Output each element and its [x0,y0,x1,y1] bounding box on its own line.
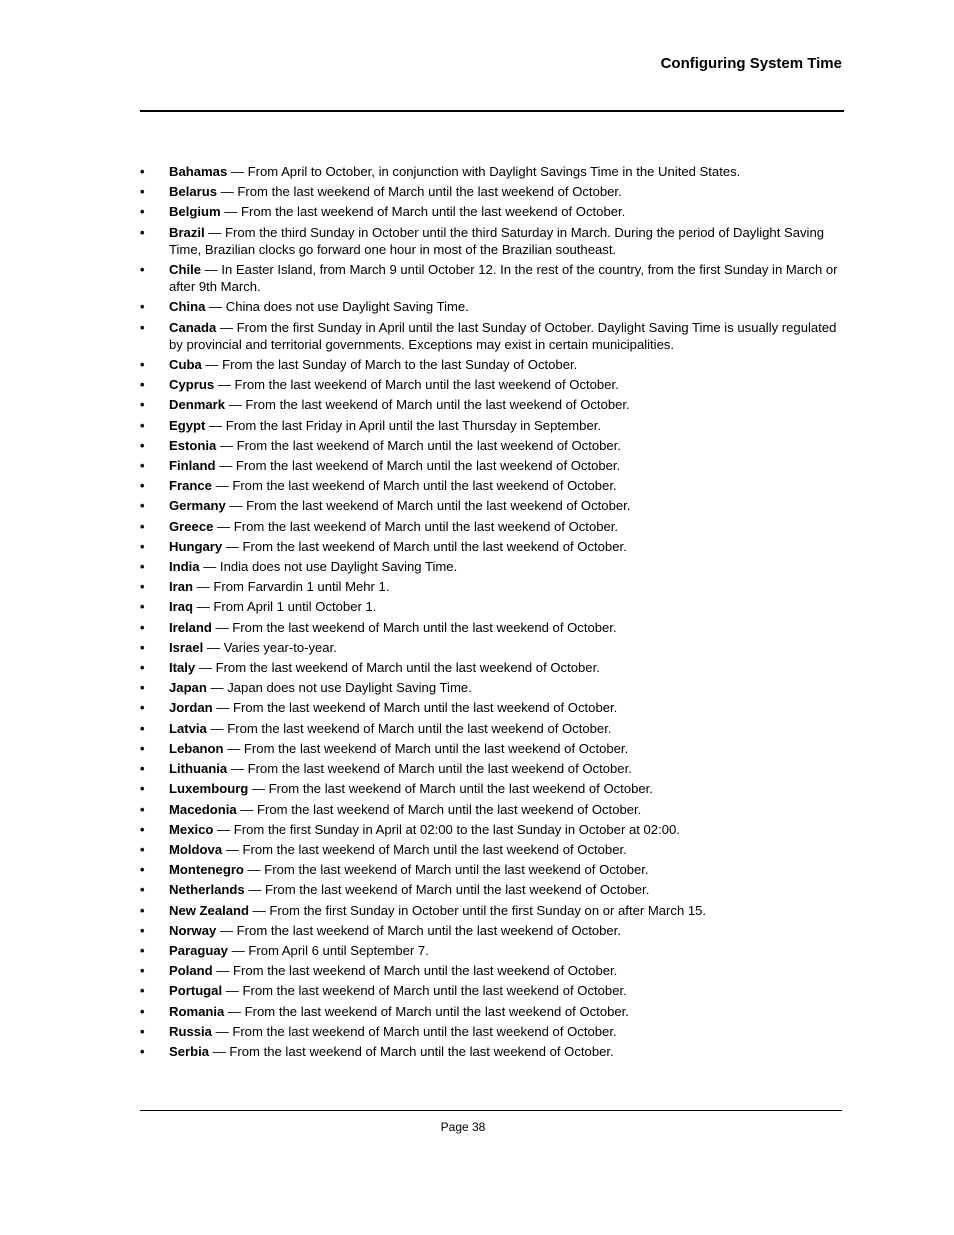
country-name: Luxembourg [169,781,249,797]
country-name: China [169,299,206,315]
dst-description: — From April 1 until October 1. [193,599,377,615]
bullet-icon: • [140,538,145,554]
bullet-icon: • [140,821,145,837]
list-item [140,902,840,919]
list-item [140,881,840,898]
country-name: Hungary [169,538,223,554]
country-name: France [169,478,212,494]
country-name: Paraguay [169,942,228,958]
country-name: Denmark [169,397,226,413]
dst-description: — From the last weekend of March until the last weekend of October. [214,377,619,393]
dst-description: — From the last weekend of March until the last weekend of October. [225,498,631,514]
bullet-icon: • [140,498,145,514]
bullet-icon: • [140,417,145,433]
dst-description: — From Farvardin 1 until Mehr 1. [193,579,390,595]
list-item [140,396,840,413]
dst-description: — From the last weekend of March until the last weekend of October. [236,801,642,817]
dst-description: — From the last weekend of March until the last weekend of October. [220,204,626,220]
dst-description: — From the last weekend of March until the last weekend of October. [222,841,627,857]
dst-description: — From the last weekend of March until the last weekend of October. [248,781,653,797]
country-name: Iran [169,579,194,595]
country-name: India [169,559,200,575]
list-item [140,356,840,373]
list-item [140,183,840,200]
dst-description: — From the last weekend of March until the last weekend of October. [244,882,650,898]
dst-description: — From the last weekend of March until the last weekend of October. [222,538,627,554]
list-item [140,437,840,454]
bullet-icon: • [140,740,145,756]
list-item [140,558,840,575]
dst-description: — From the last weekend of March until the last weekend of October. [225,397,630,413]
country-name: Russia [169,1023,212,1039]
bullet-icon: • [140,1043,145,1059]
country-name: Moldova [169,841,223,857]
bullet-icon: • [140,963,145,979]
country-name: Serbia [169,1043,210,1059]
list-item [140,538,840,555]
list-item [140,1003,840,1020]
list-item [140,319,840,353]
list-item [140,163,840,180]
country-name: Belgium [169,204,221,220]
country-name: Finland [169,458,216,474]
country-name: Cuba [169,357,202,373]
list-item [140,578,840,595]
country-name: Israel [169,639,204,655]
bullet-icon: • [140,579,145,595]
list-item [140,417,840,434]
country-name: Romania [169,1003,225,1019]
country-name: Norway [169,922,217,938]
dst-description: — From the last Friday in April until the last Thursday in September. [205,417,602,433]
list-item [140,861,840,878]
dst-description: — From the last weekend of March until the last weekend of October. [209,1043,614,1059]
bullet-icon: • [140,164,145,179]
list-item [140,841,840,858]
list-item [140,497,840,514]
bullet-icon: • [140,619,145,635]
country-name: Chile [169,262,202,278]
country-name: Latvia [169,720,207,736]
dst-description: — From the last weekend of March until the last weekend of October. [211,619,617,635]
bullet-icon: • [140,882,145,898]
dst-description: — From the last weekend of March until the last weekend of October. [212,700,618,716]
country-name: Lithuania [169,761,228,777]
bullet-icon: • [140,437,145,453]
dst-country-list [140,163,840,1063]
country-name: Jordan [169,700,213,716]
bullet-icon: • [140,478,145,494]
dst-description: — India does not use Daylight Saving Time. [199,559,458,575]
country-name: Cyprus [169,377,215,393]
country-name: Germany [169,498,226,514]
list-item [140,780,840,797]
bullet-icon: • [140,559,145,575]
country-name: Greece [169,518,214,534]
bullet-icon: • [140,700,145,716]
list-item [140,659,840,676]
dst-description: — From the first Sunday in October until the first Sunday on or after March 15. [249,902,707,918]
dst-description: — From the last weekend of March until the last weekend of October. [216,437,621,453]
dst-description: — From the last weekend of March until the last weekend of October. [222,983,627,999]
country-name: New Zealand [169,902,250,918]
dst-description: — From the last weekend of March until the last weekend of October. [211,478,617,494]
list-item [140,679,840,696]
dst-description: — Varies year-to-year. [203,639,337,655]
country-name: Italy [169,660,196,676]
dst-description: — From the last weekend of March until the last weekend of October. [206,720,612,736]
bullet-icon: • [140,599,145,615]
bullet-icon: • [140,397,145,413]
page-number: Page 38 [440,1120,486,1134]
dst-description: — From the first Sunday in April at 02:00 to the last Sunday in October at 02:00. [213,821,680,837]
country-name: Ireland [169,619,212,635]
list-item [140,922,840,939]
dst-description: — Japan does not use Daylight Saving Time. [206,680,472,696]
list-item [140,1043,840,1060]
list-item [140,376,840,393]
bullet-icon: • [140,262,145,278]
dst-description: — From the last weekend of March until the last weekend of October. [243,862,649,878]
country-name: Portugal [169,983,223,999]
list-item [140,699,840,716]
country-name: Bahamas [169,164,228,179]
dst-description: — From April to October, in conjunction with Daylight Savings Time in the United States. [227,164,741,179]
bullet-icon: • [140,1023,145,1039]
list-item [140,203,840,220]
list-item [140,518,840,535]
dst-description: — From the last weekend of March until the last weekend of October. [195,660,600,676]
list-item [140,298,840,315]
list-item [140,224,840,258]
bullet-icon: • [140,224,145,240]
dst-description: — In Easter Island, from March 9 until October 12. In the rest of the country, from the first Sunday in March or after 9th March. [169,262,838,295]
dst-description: — From the third Sunday in October until the third Saturday in March. During the period of Daylight Saving Time, Brazilian clocks go forward one hour in most of the Brazilian southeast. [169,224,825,257]
page-header-title: Configuring System Time [660,55,842,72]
list-item [140,261,840,295]
list-item [140,942,840,959]
country-name: Brazil [169,224,205,240]
bullet-icon: • [140,204,145,220]
list-item [140,720,840,737]
dst-description: — From the last weekend of March until the last weekend of October. [227,761,632,777]
bullet-icon: • [140,862,145,878]
country-name: Japan [169,680,207,696]
dst-description: — From the last weekend of March until the last weekend of October. [211,1023,617,1039]
country-name: Estonia [169,437,217,453]
bullet-icon: • [140,518,145,534]
country-name: Montenegro [169,862,244,878]
dst-description: — From the last weekend of March until the last weekend of October. [223,740,629,756]
bullet-icon: • [140,319,145,335]
country-name: Lebanon [169,740,224,756]
list-item [140,477,840,494]
list-item [140,821,840,838]
list-item [140,962,840,979]
header-divider [140,110,844,112]
dst-description: — From the last Sunday of March to the last Sunday of October. [201,357,578,373]
bullet-icon: • [140,801,145,817]
list-item [140,1023,840,1040]
list-item [140,619,840,636]
bullet-icon: • [140,720,145,736]
dst-description: — From the last weekend of March until the last weekend of October. [212,963,618,979]
bullet-icon: • [140,942,145,958]
country-name: Netherlands [169,882,245,898]
dst-description: — From April 6 until September 7. [227,942,429,958]
list-item [140,740,840,757]
bullet-icon: • [140,680,145,696]
dst-description: — From the last weekend of March until the last weekend of October. [217,184,622,200]
bullet-icon: • [140,639,145,655]
country-name: Canada [169,319,217,335]
dst-description: — From the last weekend of March until the last weekend of October. [216,922,621,938]
dst-description: — From the last weekend of March until the last weekend of October. [213,518,619,534]
footer-divider [140,1110,842,1111]
country-name: Poland [169,963,213,979]
country-name: Iraq [169,599,194,615]
dst-description: — From the last weekend of March until the last weekend of October. [215,458,621,474]
country-name: Macedonia [169,801,237,817]
list-item [140,598,840,615]
bullet-icon: • [140,660,145,676]
bullet-icon: • [140,922,145,938]
bullet-icon: • [140,781,145,797]
dst-description: — From the last weekend of March until the last weekend of October. [224,1003,629,1019]
bullet-icon: • [140,357,145,373]
bullet-icon: • [140,184,145,200]
bullet-icon: • [140,1003,145,1019]
list-item [140,457,840,474]
bullet-icon: • [140,841,145,857]
list-item [140,982,840,999]
list-item [140,760,840,777]
bullet-icon: • [140,458,145,474]
country-name: Mexico [169,821,214,837]
dst-description: — From the first Sunday in April until the last Sunday of October. Daylight Saving Time is usually regulated by provincial and territorial governments. Exceptions may exist in certain municipalities. [169,319,837,352]
bullet-icon: • [140,761,145,777]
dst-description: — China does not use Daylight Saving Time. [205,299,469,315]
bullet-icon: • [140,983,145,999]
country-name: Egypt [169,417,206,433]
bullet-icon: • [140,377,145,393]
country-name: Belarus [169,184,218,200]
bullet-icon: • [140,299,145,315]
list-item [140,639,840,656]
bullet-icon: • [140,902,145,918]
list-item [140,801,840,818]
